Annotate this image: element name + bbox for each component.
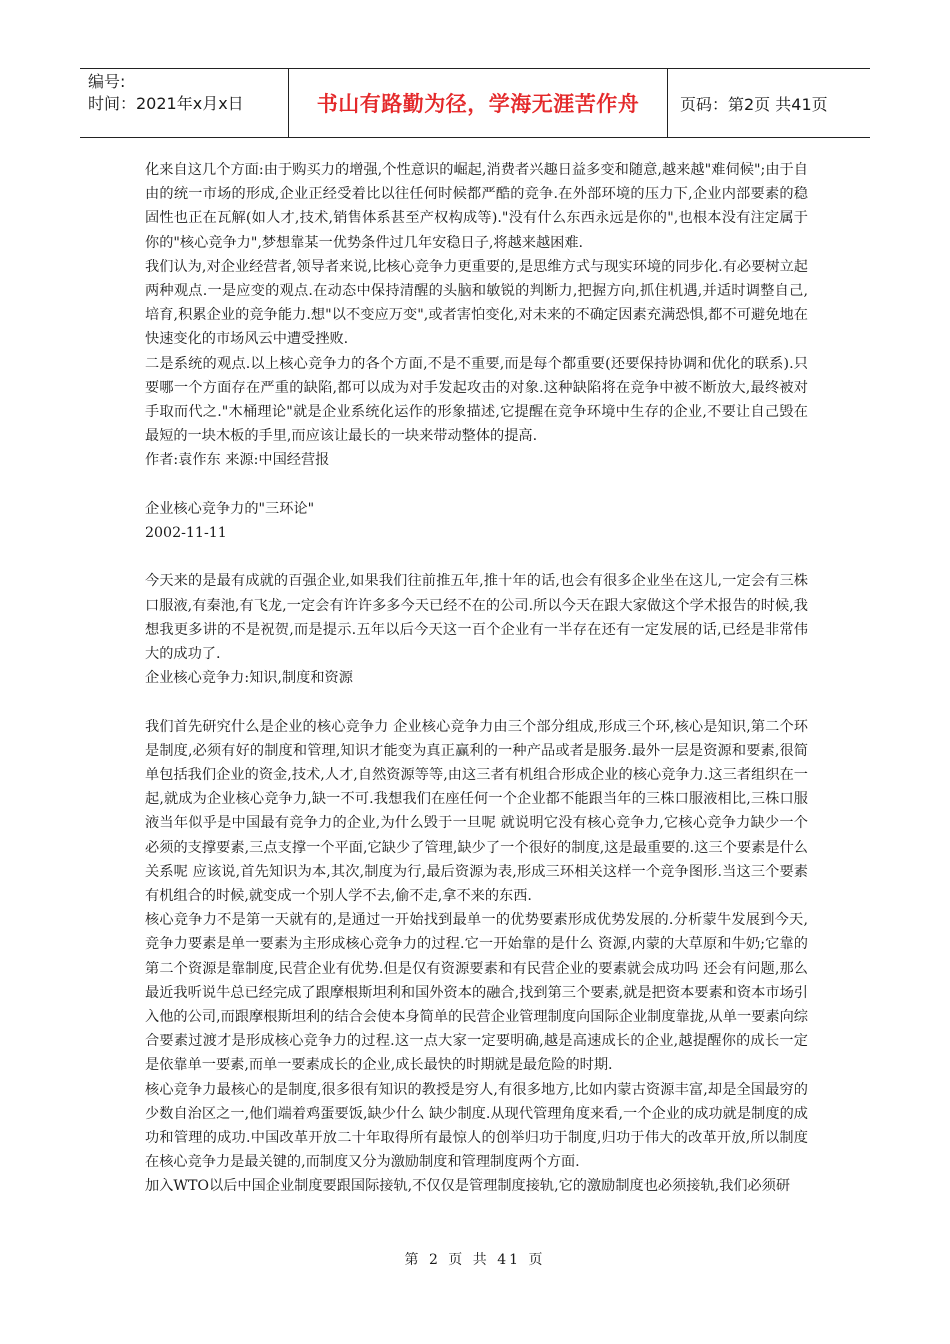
document-time-label: 时间：2021年x月x日 xyxy=(88,94,244,113)
section-heading: 企业核心竞争力:知识,制度和资源 xyxy=(145,670,353,687)
author-source-line: 作者:袁作东 来源:中国经营报 xyxy=(145,452,330,469)
page-footer: 第 2 页 共 41 页 xyxy=(404,1252,546,1268)
header-meta xyxy=(80,69,288,137)
paragraph: 今天来的是最有成就的百强企业,如果我们往前推五年,推十年的话,也会有很多企业坐在这儿,一定会有三株口服液,有秦池,有飞龙,一定会有许许多多今天已经不在的公司.所以今天在跟大家做这个学术报告的时候,我想我更多讲的不是祝贺,而是提示.五年以后今天这一百个企业有一半存在还有一定发展的话,已经是非常伟大的成功了. xyxy=(145,573,808,663)
blank-line xyxy=(145,690,808,714)
document-number-label: 编号: xyxy=(88,72,126,91)
article-title: 企业核心竞争力的"三环论" xyxy=(145,500,315,517)
article-date: 2002-11-11 xyxy=(145,525,227,542)
paragraph: 二是系统的观点.以上核心竞争力的各个方面,不是不重要,而是每个都重要(还要保持协调和优化的联系).只要哪一个方面存在严重的缺陷,都可以成为对手发起攻击的对象.这种缺陷将在竞争中被不断放大,最终被对手取而代之."木桶理论"就是企业系统化运作的形象描述,它提醒在竞争环境中生存的企业,不要让自己毁在最短的一块木板的手里,而应该让最长的一块来带动整体的提高. xyxy=(145,355,808,445)
blank-line xyxy=(145,473,808,497)
header-page-indicator: 页码：第2页 共41页 xyxy=(667,69,870,137)
paragraph: 核心竞争力不是第一天就有的,是通过一开始找到最单一的优势要素形成优势发展的.分析蒙牛发展到今天,竞争力要素是单一要素为主形成核心竞争力的过程.它一开始靠的是什么 资源,内蒙的大草原和牛奶;它靠的第二个资源是靠制度,民营企业有优势.但是仅有资源要素和有民营企业的要素就会成功吗 还会有问题,那么最近我听说牛总已经完成了跟摩根斯坦利和国外资本的融合,找到第三个要素,就是把资本要素和资本市场引入他的公司,而跟摩根斯坦利的结合会使本身简单的民营企业管理制度向国际企业制度靠拢,从单一要素向综合要素过渡才是形成核心竞争力的过程.这一点大家一定要明确,越是高速成长的企业,越提醒你的成长一定是依靠单一要素,而单一要素成长的企业,成长最快的时期就是最危险的时期. xyxy=(145,912,808,1074)
paragraph: 加入WTO以后中国企业制度要跟国际接轨,不仅仅是管理制度接轨,它的激励制度也必须接轨,我们必须研 xyxy=(145,1178,791,1195)
page-header xyxy=(80,68,870,138)
paragraph: 化来自这几个方面:由于购买力的增强,个性意识的崛起,消费者兴趣日益多变和随意,越来越"难伺候";由于自由的统一市场的形成,企业正经受着比以往任何时候都严酷的竞争.在外部环境的压力下,企业内部要素的稳固性也正在瓦解(如人才,技术,销售体系甚至产权构成等)."没有什么东西永远是你的",也根本没有注定属于你的"核心竞争力",梦想靠某一优势条件过几年安稳日子,将越来越困难. xyxy=(145,162,808,251)
blank-line xyxy=(145,545,808,569)
paragraph: 核心竞争力最核心的是制度,很多很有知识的教授是穷人,有很多地方,比如内蒙古资源丰富,却是全国最穷的少数自治区之一,他们端着鸡蛋要饭,缺少什么 缺少制度.从现代管理角度来看,一个企业的成功就是制度的成功和管理的成功.中国改革开放二十年取得所有最惊人的创举归功于制度,归功于伟大的改革开放,所以制度在核心竞争力是最关键的,而制度又分为激励制度和管理制度两个方面. xyxy=(145,1081,808,1171)
paragraph: 我们首先研究什么是企业的核心竞争力 企业核心竞争力由三个部分组成,形成三个环,核心是知识,第二个环是制度,必须有好的制度和管理,知识才能变为真正赢利的一种产品或者是服务.最外一层是资源和要素,很简单包括我们企业的资金,技术,人才,自然资源等等,由这三者有机组合形成企业的核心竞争力.这三者组织在一起,就成为企业核心竞争力,缺一不可.我想我们在座任何一个企业都不能跟当年的三株口服液相比,三株口服液当年似乎是中国最有竞争力的企业,为什么毁于一旦呢 就说明它没有核心竞争力,它核心竞争力缺少一个必须的支撑要素,三点支撑一个平面,它缺少了管理,缺少了一个很好的制度,这是最重要的.这三个要素是什么关系呢 应该说,首先知识为本,其次,制度为行,最后资源为表,形成三环相关这样一个竞争图形.当这三个要素有机组合的时候,就变成一个别人学不去,偷不走,拿不来的东西. xyxy=(145,718,808,905)
header-motto: 书山有路勤为径，学海无涯苦作舟 xyxy=(288,69,667,137)
paragraph: 我们认为,对企业经营者,领导者来说,比核心竞争力更重要的,是思维方式与现实环境的同步化.有必要树立起两种观点.一是应变的观点.在动态中保持清醒的头脑和敏锐的判断力,把握方向,抓住机遇,并适时调整自己,培育,积累企业的竞争能力.想"以不变应万变",或者害怕变化,对未来的不确定因素充满恐惧,都不可避免地在快速变化的市场风云中遭受挫败. xyxy=(145,258,808,348)
document-body xyxy=(145,158,808,1199)
